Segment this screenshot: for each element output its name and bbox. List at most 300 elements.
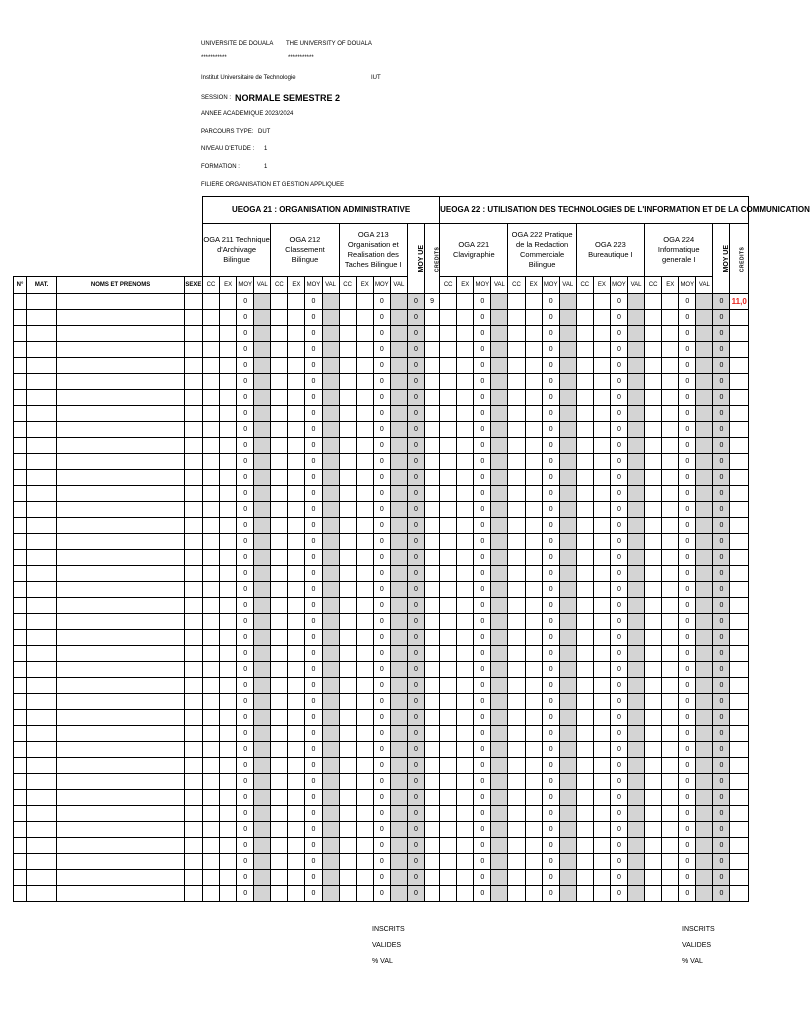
- cc-cell[interactable]: [645, 710, 662, 726]
- cc-cell[interactable]: [271, 374, 288, 390]
- cc-cell[interactable]: [508, 422, 525, 438]
- cc-cell[interactable]: [202, 710, 219, 726]
- ex-cell[interactable]: [220, 294, 237, 310]
- cc-cell[interactable]: [339, 742, 356, 758]
- ex-cell[interactable]: [220, 662, 237, 678]
- name-cell[interactable]: [57, 310, 185, 326]
- cc-cell[interactable]: [202, 454, 219, 470]
- ex-cell[interactable]: [220, 470, 237, 486]
- ex-cell[interactable]: [288, 806, 305, 822]
- cc-cell[interactable]: [202, 790, 219, 806]
- ex-cell[interactable]: [288, 726, 305, 742]
- mat-cell[interactable]: [27, 358, 57, 374]
- cc-cell[interactable]: [645, 406, 662, 422]
- cc-cell[interactable]: [645, 390, 662, 406]
- cc-cell[interactable]: [576, 406, 593, 422]
- cc-cell[interactable]: [508, 886, 525, 902]
- cc-cell[interactable]: [271, 582, 288, 598]
- ex-cell[interactable]: [220, 838, 237, 854]
- ex-cell[interactable]: [593, 566, 610, 582]
- ex-cell[interactable]: [525, 502, 542, 518]
- cc-cell[interactable]: [440, 614, 457, 630]
- ex-cell[interactable]: [220, 342, 237, 358]
- cc-cell[interactable]: [202, 646, 219, 662]
- ex-cell[interactable]: [525, 470, 542, 486]
- cc-cell[interactable]: [440, 310, 457, 326]
- cc-cell[interactable]: [508, 726, 525, 742]
- cc-cell[interactable]: [576, 806, 593, 822]
- cc-cell[interactable]: [508, 598, 525, 614]
- cc-cell[interactable]: [508, 374, 525, 390]
- sexe-cell[interactable]: [184, 790, 202, 806]
- ex-cell[interactable]: [457, 310, 474, 326]
- name-cell[interactable]: [57, 806, 185, 822]
- ex-cell[interactable]: [356, 774, 373, 790]
- cc-cell[interactable]: [645, 630, 662, 646]
- cc-cell[interactable]: [339, 630, 356, 646]
- num-cell[interactable]: [14, 374, 27, 390]
- name-cell[interactable]: [57, 598, 185, 614]
- cc-cell[interactable]: [645, 374, 662, 390]
- ex-cell[interactable]: [356, 854, 373, 870]
- ex-cell[interactable]: [662, 854, 679, 870]
- ex-cell[interactable]: [288, 598, 305, 614]
- sexe-cell[interactable]: [184, 342, 202, 358]
- cc-cell[interactable]: [339, 806, 356, 822]
- cc-cell[interactable]: [576, 838, 593, 854]
- ex-cell[interactable]: [220, 822, 237, 838]
- cc-cell[interactable]: [271, 518, 288, 534]
- ex-cell[interactable]: [525, 838, 542, 854]
- num-cell[interactable]: [14, 566, 27, 582]
- sexe-cell[interactable]: [184, 406, 202, 422]
- cc-cell[interactable]: [576, 438, 593, 454]
- cc-cell[interactable]: [508, 470, 525, 486]
- ex-cell[interactable]: [356, 886, 373, 902]
- cc-cell[interactable]: [645, 358, 662, 374]
- cc-cell[interactable]: [440, 886, 457, 902]
- mat-cell[interactable]: [27, 614, 57, 630]
- cc-cell[interactable]: [271, 758, 288, 774]
- ex-cell[interactable]: [288, 438, 305, 454]
- ex-cell[interactable]: [220, 310, 237, 326]
- cc-cell[interactable]: [645, 806, 662, 822]
- ex-cell[interactable]: [457, 694, 474, 710]
- mat-cell[interactable]: [27, 438, 57, 454]
- name-cell[interactable]: [57, 646, 185, 662]
- ex-cell[interactable]: [356, 662, 373, 678]
- ex-cell[interactable]: [356, 678, 373, 694]
- ex-cell[interactable]: [457, 326, 474, 342]
- sexe-cell[interactable]: [184, 854, 202, 870]
- cc-cell[interactable]: [271, 406, 288, 422]
- ex-cell[interactable]: [457, 438, 474, 454]
- num-cell[interactable]: [14, 294, 27, 310]
- ex-cell[interactable]: [288, 470, 305, 486]
- cc-cell[interactable]: [576, 726, 593, 742]
- ex-cell[interactable]: [593, 726, 610, 742]
- ex-cell[interactable]: [288, 310, 305, 326]
- num-cell[interactable]: [14, 854, 27, 870]
- cc-cell[interactable]: [645, 422, 662, 438]
- ex-cell[interactable]: [220, 790, 237, 806]
- cc-cell[interactable]: [339, 694, 356, 710]
- cc-cell[interactable]: [202, 566, 219, 582]
- name-cell[interactable]: [57, 630, 185, 646]
- cc-cell[interactable]: [576, 310, 593, 326]
- cc-cell[interactable]: [202, 854, 219, 870]
- sexe-cell[interactable]: [184, 550, 202, 566]
- cc-cell[interactable]: [440, 326, 457, 342]
- mat-cell[interactable]: [27, 550, 57, 566]
- ex-cell[interactable]: [356, 646, 373, 662]
- ex-cell[interactable]: [288, 790, 305, 806]
- num-cell[interactable]: [14, 438, 27, 454]
- ex-cell[interactable]: [525, 566, 542, 582]
- cc-cell[interactable]: [339, 310, 356, 326]
- ex-cell[interactable]: [525, 694, 542, 710]
- cc-cell[interactable]: [440, 694, 457, 710]
- cc-cell[interactable]: [440, 550, 457, 566]
- cc-cell[interactable]: [576, 662, 593, 678]
- cc-cell[interactable]: [271, 358, 288, 374]
- cc-cell[interactable]: [576, 534, 593, 550]
- ex-cell[interactable]: [356, 630, 373, 646]
- ex-cell[interactable]: [356, 726, 373, 742]
- cc-cell[interactable]: [508, 294, 525, 310]
- cc-cell[interactable]: [440, 374, 457, 390]
- ex-cell[interactable]: [288, 678, 305, 694]
- cc-cell[interactable]: [576, 486, 593, 502]
- sexe-cell[interactable]: [184, 726, 202, 742]
- num-cell[interactable]: [14, 310, 27, 326]
- cc-cell[interactable]: [271, 854, 288, 870]
- ex-cell[interactable]: [593, 486, 610, 502]
- cc-cell[interactable]: [440, 598, 457, 614]
- ex-cell[interactable]: [356, 598, 373, 614]
- cc-cell[interactable]: [508, 518, 525, 534]
- name-cell[interactable]: [57, 358, 185, 374]
- cc-cell[interactable]: [576, 374, 593, 390]
- num-cell[interactable]: [14, 822, 27, 838]
- ex-cell[interactable]: [288, 358, 305, 374]
- ex-cell[interactable]: [220, 518, 237, 534]
- name-cell[interactable]: [57, 838, 185, 854]
- num-cell[interactable]: [14, 886, 27, 902]
- name-cell[interactable]: [57, 518, 185, 534]
- cc-cell[interactable]: [339, 822, 356, 838]
- cc-cell[interactable]: [645, 326, 662, 342]
- cc-cell[interactable]: [271, 342, 288, 358]
- ex-cell[interactable]: [662, 534, 679, 550]
- cc-cell[interactable]: [271, 470, 288, 486]
- cc-cell[interactable]: [645, 502, 662, 518]
- cc-cell[interactable]: [440, 806, 457, 822]
- cc-cell[interactable]: [202, 534, 219, 550]
- cc-cell[interactable]: [508, 646, 525, 662]
- ex-cell[interactable]: [220, 630, 237, 646]
- cc-cell[interactable]: [645, 870, 662, 886]
- mat-cell[interactable]: [27, 774, 57, 790]
- cc-cell[interactable]: [508, 614, 525, 630]
- cc-cell[interactable]: [339, 774, 356, 790]
- cc-cell[interactable]: [339, 854, 356, 870]
- cc-cell[interactable]: [508, 662, 525, 678]
- mat-cell[interactable]: [27, 502, 57, 518]
- cc-cell[interactable]: [508, 358, 525, 374]
- cc-cell[interactable]: [440, 534, 457, 550]
- ex-cell[interactable]: [457, 870, 474, 886]
- ex-cell[interactable]: [356, 310, 373, 326]
- cc-cell[interactable]: [202, 886, 219, 902]
- cc-cell[interactable]: [508, 326, 525, 342]
- cc-cell[interactable]: [508, 534, 525, 550]
- ex-cell[interactable]: [356, 742, 373, 758]
- cc-cell[interactable]: [440, 662, 457, 678]
- ex-cell[interactable]: [356, 518, 373, 534]
- cc-cell[interactable]: [271, 646, 288, 662]
- cc-cell[interactable]: [271, 806, 288, 822]
- ex-cell[interactable]: [593, 854, 610, 870]
- cc-cell[interactable]: [339, 358, 356, 374]
- mat-cell[interactable]: [27, 854, 57, 870]
- ex-cell[interactable]: [457, 342, 474, 358]
- mat-cell[interactable]: [27, 518, 57, 534]
- cc-cell[interactable]: [339, 598, 356, 614]
- cc-cell[interactable]: [508, 758, 525, 774]
- ex-cell[interactable]: [457, 390, 474, 406]
- cc-cell[interactable]: [202, 806, 219, 822]
- cc-cell[interactable]: [508, 390, 525, 406]
- sexe-cell[interactable]: [184, 438, 202, 454]
- ex-cell[interactable]: [288, 886, 305, 902]
- name-cell[interactable]: [57, 742, 185, 758]
- ex-cell[interactable]: [662, 486, 679, 502]
- cc-cell[interactable]: [508, 870, 525, 886]
- cc-cell[interactable]: [440, 438, 457, 454]
- ex-cell[interactable]: [662, 438, 679, 454]
- ex-cell[interactable]: [525, 534, 542, 550]
- cc-cell[interactable]: [576, 550, 593, 566]
- cc-cell[interactable]: [339, 422, 356, 438]
- cc-cell[interactable]: [271, 294, 288, 310]
- cc-cell[interactable]: [271, 438, 288, 454]
- cc-cell[interactable]: [440, 358, 457, 374]
- cc-cell[interactable]: [271, 390, 288, 406]
- ex-cell[interactable]: [220, 566, 237, 582]
- name-cell[interactable]: [57, 454, 185, 470]
- mat-cell[interactable]: [27, 374, 57, 390]
- mat-cell[interactable]: [27, 486, 57, 502]
- mat-cell[interactable]: [27, 822, 57, 838]
- cc-cell[interactable]: [339, 582, 356, 598]
- cc-cell[interactable]: [576, 454, 593, 470]
- cc-cell[interactable]: [576, 598, 593, 614]
- ex-cell[interactable]: [662, 742, 679, 758]
- ex-cell[interactable]: [593, 438, 610, 454]
- ex-cell[interactable]: [662, 406, 679, 422]
- cc-cell[interactable]: [576, 582, 593, 598]
- ex-cell[interactable]: [220, 406, 237, 422]
- cc-cell[interactable]: [508, 790, 525, 806]
- num-cell[interactable]: [14, 486, 27, 502]
- mat-cell[interactable]: [27, 534, 57, 550]
- cc-cell[interactable]: [576, 742, 593, 758]
- cc-cell[interactable]: [576, 886, 593, 902]
- ex-cell[interactable]: [593, 646, 610, 662]
- cc-cell[interactable]: [645, 438, 662, 454]
- cc-cell[interactable]: [339, 646, 356, 662]
- cc-cell[interactable]: [271, 694, 288, 710]
- num-cell[interactable]: [14, 342, 27, 358]
- ex-cell[interactable]: [356, 486, 373, 502]
- cc-cell[interactable]: [339, 374, 356, 390]
- cc-cell[interactable]: [508, 694, 525, 710]
- cc-cell[interactable]: [202, 662, 219, 678]
- ex-cell[interactable]: [593, 806, 610, 822]
- ex-cell[interactable]: [288, 582, 305, 598]
- cc-cell[interactable]: [339, 726, 356, 742]
- cc-cell[interactable]: [576, 358, 593, 374]
- ex-cell[interactable]: [288, 694, 305, 710]
- ex-cell[interactable]: [457, 470, 474, 486]
- ex-cell[interactable]: [593, 598, 610, 614]
- cc-cell[interactable]: [202, 390, 219, 406]
- ex-cell[interactable]: [662, 358, 679, 374]
- ex-cell[interactable]: [525, 342, 542, 358]
- ex-cell[interactable]: [288, 854, 305, 870]
- sexe-cell[interactable]: [184, 838, 202, 854]
- cc-cell[interactable]: [576, 614, 593, 630]
- ex-cell[interactable]: [356, 870, 373, 886]
- cc-cell[interactable]: [440, 630, 457, 646]
- name-cell[interactable]: [57, 694, 185, 710]
- ex-cell[interactable]: [220, 454, 237, 470]
- cc-cell[interactable]: [271, 630, 288, 646]
- num-cell[interactable]: [14, 422, 27, 438]
- cc-cell[interactable]: [440, 790, 457, 806]
- cc-cell[interactable]: [202, 422, 219, 438]
- num-cell[interactable]: [14, 502, 27, 518]
- cc-cell[interactable]: [202, 614, 219, 630]
- ex-cell[interactable]: [525, 390, 542, 406]
- cc-cell[interactable]: [339, 550, 356, 566]
- cc-cell[interactable]: [202, 742, 219, 758]
- cc-cell[interactable]: [440, 406, 457, 422]
- ex-cell[interactable]: [288, 454, 305, 470]
- cc-cell[interactable]: [576, 422, 593, 438]
- mat-cell[interactable]: [27, 566, 57, 582]
- ex-cell[interactable]: [593, 390, 610, 406]
- ex-cell[interactable]: [457, 534, 474, 550]
- ex-cell[interactable]: [288, 326, 305, 342]
- name-cell[interactable]: [57, 502, 185, 518]
- ex-cell[interactable]: [220, 438, 237, 454]
- name-cell[interactable]: [57, 582, 185, 598]
- cc-cell[interactable]: [271, 886, 288, 902]
- cc-cell[interactable]: [645, 598, 662, 614]
- num-cell[interactable]: [14, 806, 27, 822]
- num-cell[interactable]: [14, 598, 27, 614]
- cc-cell[interactable]: [645, 614, 662, 630]
- ex-cell[interactable]: [525, 358, 542, 374]
- mat-cell[interactable]: [27, 694, 57, 710]
- mat-cell[interactable]: [27, 742, 57, 758]
- cc-cell[interactable]: [202, 470, 219, 486]
- cc-cell[interactable]: [440, 390, 457, 406]
- name-cell[interactable]: [57, 438, 185, 454]
- num-cell[interactable]: [14, 326, 27, 342]
- ex-cell[interactable]: [662, 870, 679, 886]
- name-cell[interactable]: [57, 774, 185, 790]
- ex-cell[interactable]: [220, 694, 237, 710]
- ex-cell[interactable]: [288, 422, 305, 438]
- ex-cell[interactable]: [288, 342, 305, 358]
- cc-cell[interactable]: [508, 502, 525, 518]
- ex-cell[interactable]: [356, 358, 373, 374]
- ex-cell[interactable]: [662, 646, 679, 662]
- ex-cell[interactable]: [356, 326, 373, 342]
- cc-cell[interactable]: [508, 806, 525, 822]
- ex-cell[interactable]: [220, 374, 237, 390]
- sexe-cell[interactable]: [184, 294, 202, 310]
- ex-cell[interactable]: [288, 502, 305, 518]
- ex-cell[interactable]: [288, 758, 305, 774]
- cc-cell[interactable]: [508, 774, 525, 790]
- ex-cell[interactable]: [662, 614, 679, 630]
- ex-cell[interactable]: [525, 870, 542, 886]
- cc-cell[interactable]: [202, 326, 219, 342]
- cc-cell[interactable]: [271, 566, 288, 582]
- cc-cell[interactable]: [440, 566, 457, 582]
- cc-cell[interactable]: [576, 822, 593, 838]
- cc-cell[interactable]: [645, 534, 662, 550]
- cc-cell[interactable]: [202, 438, 219, 454]
- mat-cell[interactable]: [27, 390, 57, 406]
- ex-cell[interactable]: [662, 582, 679, 598]
- cc-cell[interactable]: [271, 774, 288, 790]
- sexe-cell[interactable]: [184, 390, 202, 406]
- ex-cell[interactable]: [220, 886, 237, 902]
- ex-cell[interactable]: [593, 886, 610, 902]
- ex-cell[interactable]: [662, 422, 679, 438]
- cc-cell[interactable]: [645, 470, 662, 486]
- num-cell[interactable]: [14, 358, 27, 374]
- cc-cell[interactable]: [339, 390, 356, 406]
- ex-cell[interactable]: [457, 678, 474, 694]
- cc-cell[interactable]: [645, 550, 662, 566]
- cc-cell[interactable]: [508, 342, 525, 358]
- ex-cell[interactable]: [457, 422, 474, 438]
- cc-cell[interactable]: [339, 758, 356, 774]
- cc-cell[interactable]: [202, 550, 219, 566]
- ex-cell[interactable]: [593, 630, 610, 646]
- cc-cell[interactable]: [440, 470, 457, 486]
- name-cell[interactable]: [57, 342, 185, 358]
- cc-cell[interactable]: [271, 710, 288, 726]
- ex-cell[interactable]: [288, 646, 305, 662]
- cc-cell[interactable]: [440, 870, 457, 886]
- cc-cell[interactable]: [339, 534, 356, 550]
- name-cell[interactable]: [57, 374, 185, 390]
- mat-cell[interactable]: [27, 598, 57, 614]
- ex-cell[interactable]: [525, 486, 542, 502]
- cc-cell[interactable]: [440, 646, 457, 662]
- ex-cell[interactable]: [288, 870, 305, 886]
- ex-cell[interactable]: [288, 390, 305, 406]
- cc-cell[interactable]: [645, 662, 662, 678]
- ex-cell[interactable]: [525, 518, 542, 534]
